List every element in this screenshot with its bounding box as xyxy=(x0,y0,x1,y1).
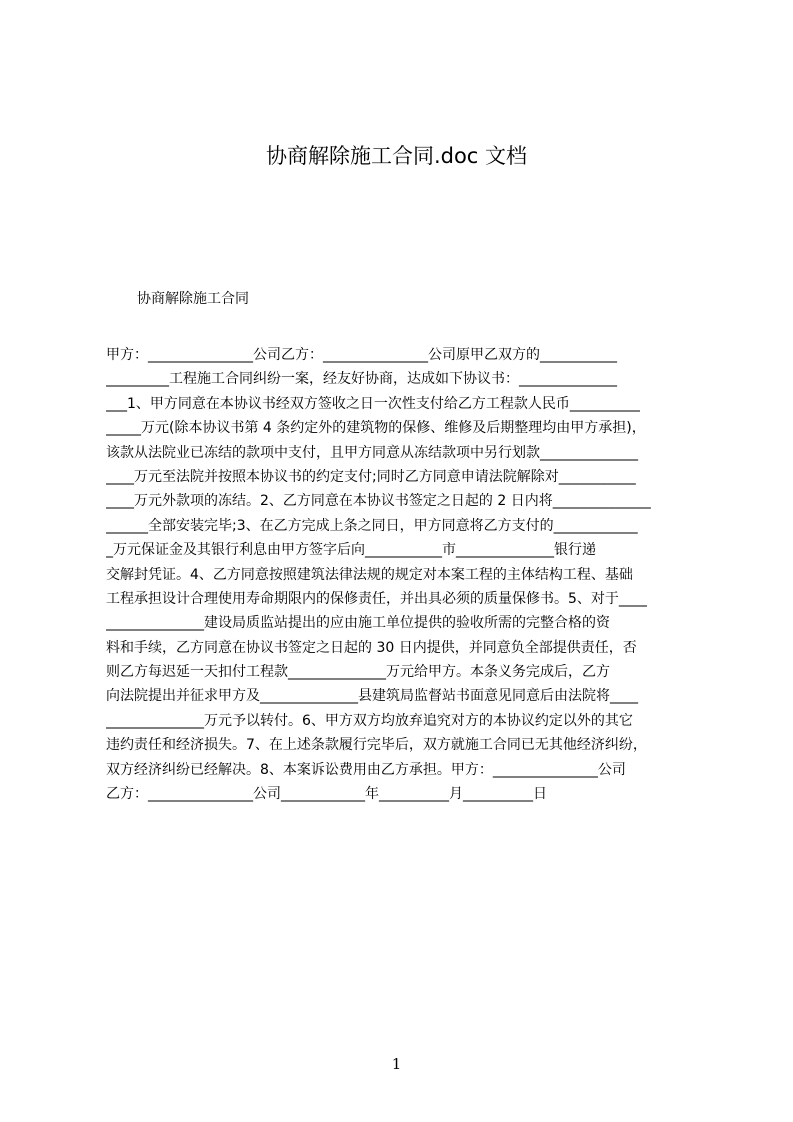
contract-heading: 协商解除施工合同 xyxy=(137,291,249,307)
body-line: ___1、甲方同意在本协议书经双方签收之日一次性支付给乙方工程款人民币__________ xyxy=(106,395,640,412)
body-line: 双方经济纠纷已经解决。8、本案诉讼费用由乙方承担。甲方：_______________公司 xyxy=(106,761,626,778)
body-line: 料和手续，乙方同意在协议书签定之日起的 30 日内提供，并同意负全部提供责任，否 xyxy=(106,639,637,656)
body-line: 交解封凭证。4、乙方同意按照建筑法律法规的规定对本案工程的主体结构工程、基础 xyxy=(106,566,633,583)
body-line: 则乙方每迟延一天扣付工程款______________万元给甲方。本条义务完成后，乙方 xyxy=(106,664,610,681)
body-line: ____万元至法院并按照本协议书的约定支付;同时乙方同意申请法院解除对___________ xyxy=(106,468,636,485)
body-line: _____万元(除本协议书第 4 条约定外的建筑物的保修、维修及后期整理均由甲方承担)， xyxy=(106,420,646,437)
body-line: 该款从法院业已冻结的款项中支付，且甲方同意从冻结款项中另行划款______________ xyxy=(106,444,638,461)
contract-body xyxy=(106,343,699,806)
body-line: 向法院提出并征求甲方及______________县建筑局监督站书面意见同意后由法院将____ xyxy=(106,688,638,705)
page-number: 1 xyxy=(391,1055,402,1073)
body-line: ______全部安装完毕;3、在乙方完成上条之同日，甲方同意将乙方支付的____________ xyxy=(106,517,638,534)
body-line: 工程承担设计合理使用寿命期限内的保修责任，并出具必须的质量保修书。5、对于____ xyxy=(106,590,647,607)
document-title: 协商解除施工合同.doc 文档 xyxy=(265,144,528,168)
signature-line: 乙方：_______________公司____________年__________月__________日 xyxy=(106,786,547,803)
body-line: 违约责任和经济损失。7、在上述条款履行完毕后，双方就施工合同已无其他经济纠纷， xyxy=(106,737,647,754)
body-line: ______________万元予以转付。6、甲方双方均放弃追究对方的本协议约定以外的其它 xyxy=(106,712,633,729)
body-line: _________工程施工合同纠纷一案，经友好协商，达成如下协议书：______________ xyxy=(106,371,617,388)
body-line: _万元保证金及其银行利息由甲方签字后向___________市______________银行递 xyxy=(106,542,596,559)
body-line: 甲方：_______________公司乙方：_______________公司原甲乙双方的___________ xyxy=(106,347,617,363)
body-line: ____万元外款项的冻结。2、乙方同意在本协议书签定之日起的 2 日内将______________ xyxy=(106,493,651,510)
body-line: ______________建设局质监站提出的应由施工单位提供的验收所需的完整合格的资 xyxy=(106,615,610,632)
